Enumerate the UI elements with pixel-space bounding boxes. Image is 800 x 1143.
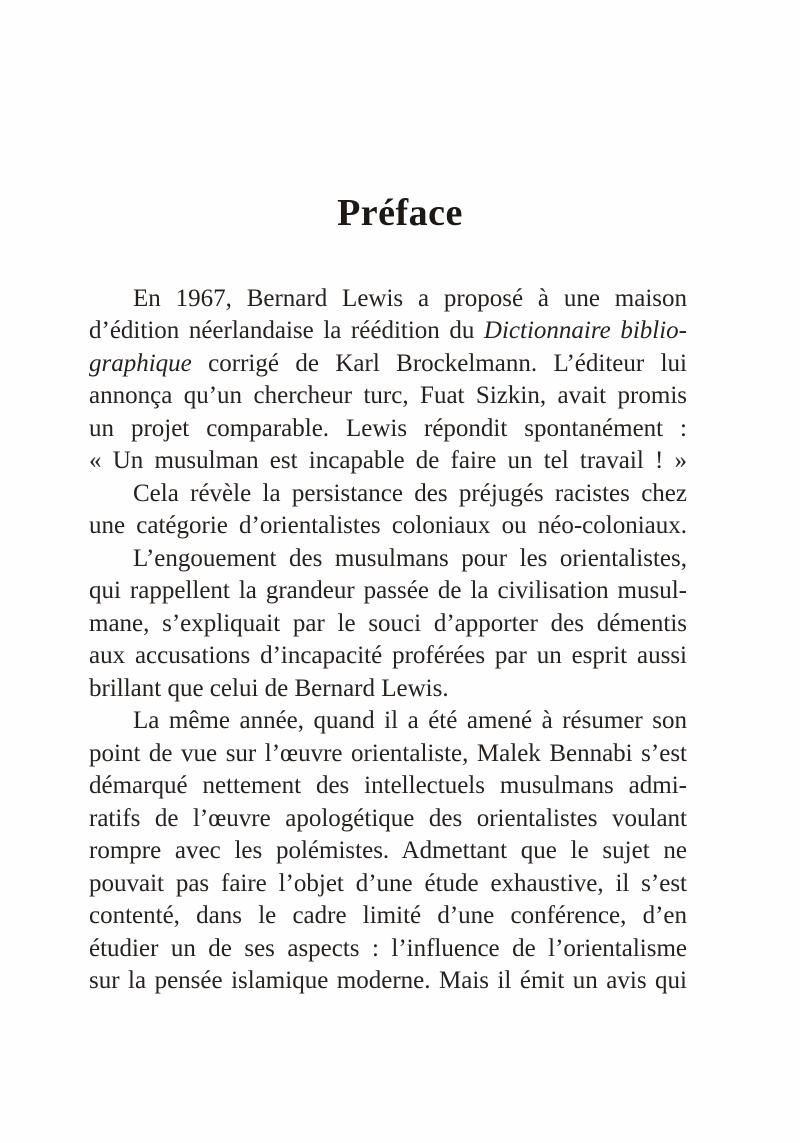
- text-line: [89, 445, 687, 478]
- page-title: Préface: [337, 192, 463, 234]
- text-segment: mane, s’expliquait par le souci d’apporter des démentis: [89, 609, 687, 637]
- text-segment: contenté, dans le cadre limité d’une conférence, d’en: [89, 902, 687, 930]
- text-line: [89, 510, 687, 543]
- text-segment: pouvait pas faire l’objet d’une étude exhaustive, il s’est: [89, 869, 687, 897]
- page-body: [89, 283, 687, 998]
- text-segment: En 1967, Bernard Lewis a proposé à une maison: [133, 284, 687, 312]
- text-segment: brillant que celui de Bernard Lewis.: [89, 674, 449, 702]
- paragraph: [89, 283, 687, 478]
- text-segment: démarqué nettement des intellectuels musulmans admi-: [89, 772, 687, 800]
- text-segment: rompre avec les polémistes. Admettant que le sujet ne: [89, 837, 687, 865]
- paragraph: [89, 705, 687, 998]
- text-line: [89, 543, 687, 576]
- text-segment: corrigé de Karl Brockelmann. L’éditeur lui: [191, 349, 687, 377]
- text-segment: un projet comparable. Lewis répondit spontanément :: [89, 414, 687, 442]
- text-segment: La même année, quand il a été amené à résumer son: [133, 707, 687, 735]
- text-line: [89, 705, 687, 738]
- text-line: [89, 478, 687, 511]
- text-segment: « Un musulman est incapable de faire un tel travail ! »: [89, 447, 687, 475]
- text-segment: d’édition néerlandaise la réédition du: [89, 317, 484, 345]
- text-line: [89, 283, 687, 316]
- text-segment: une catégorie d’orientalistes coloniaux ou néo-coloniaux.: [89, 512, 687, 540]
- text-line: [89, 413, 687, 446]
- italic-text: Dictionnaire biblio-: [483, 317, 687, 345]
- text-segment: point de vue sur l’œuvre orientaliste, Malek Bennabi s’est: [89, 739, 687, 767]
- text-line: [89, 575, 687, 608]
- text-line: [89, 803, 687, 836]
- text-line: [89, 835, 687, 868]
- text-line: [89, 315, 687, 348]
- text-line: [89, 673, 687, 706]
- text-segment: étudier un de ses aspects : l’influence de l’orientalisme: [89, 934, 687, 962]
- text-line: [89, 608, 687, 641]
- text-segment: qui rappellent la grandeur passée de la civilisation musul-: [89, 577, 687, 605]
- text-line: [89, 868, 687, 901]
- italic-text: graphique: [89, 349, 192, 377]
- text-line: [89, 900, 687, 933]
- text-line: [89, 348, 687, 381]
- text-segment: Cela révèle la persistance des préjugés racistes chez: [133, 479, 687, 507]
- text-segment: aux accusations d’incapacité proférées par un esprit aussi: [89, 642, 687, 670]
- paragraph: [89, 478, 687, 543]
- text-segment: sur la pensée islamique moderne. Mais il émit un avis qui: [89, 967, 687, 995]
- text-line: [89, 738, 687, 771]
- text-line: [89, 640, 687, 673]
- text-segment: ratifs de l’œuvre apologétique des orientalistes voulant: [89, 804, 687, 832]
- text-segment: L’engouement des musulmans pour les orientalistes,: [133, 544, 687, 572]
- text-line: [89, 965, 687, 998]
- paragraph: [89, 543, 687, 706]
- text-line: [89, 770, 687, 803]
- text-line: [89, 933, 687, 966]
- text-line: [89, 380, 687, 413]
- text-segment: annonça qu’un chercheur turc, Fuat Sizkin, avait promis: [89, 382, 687, 410]
